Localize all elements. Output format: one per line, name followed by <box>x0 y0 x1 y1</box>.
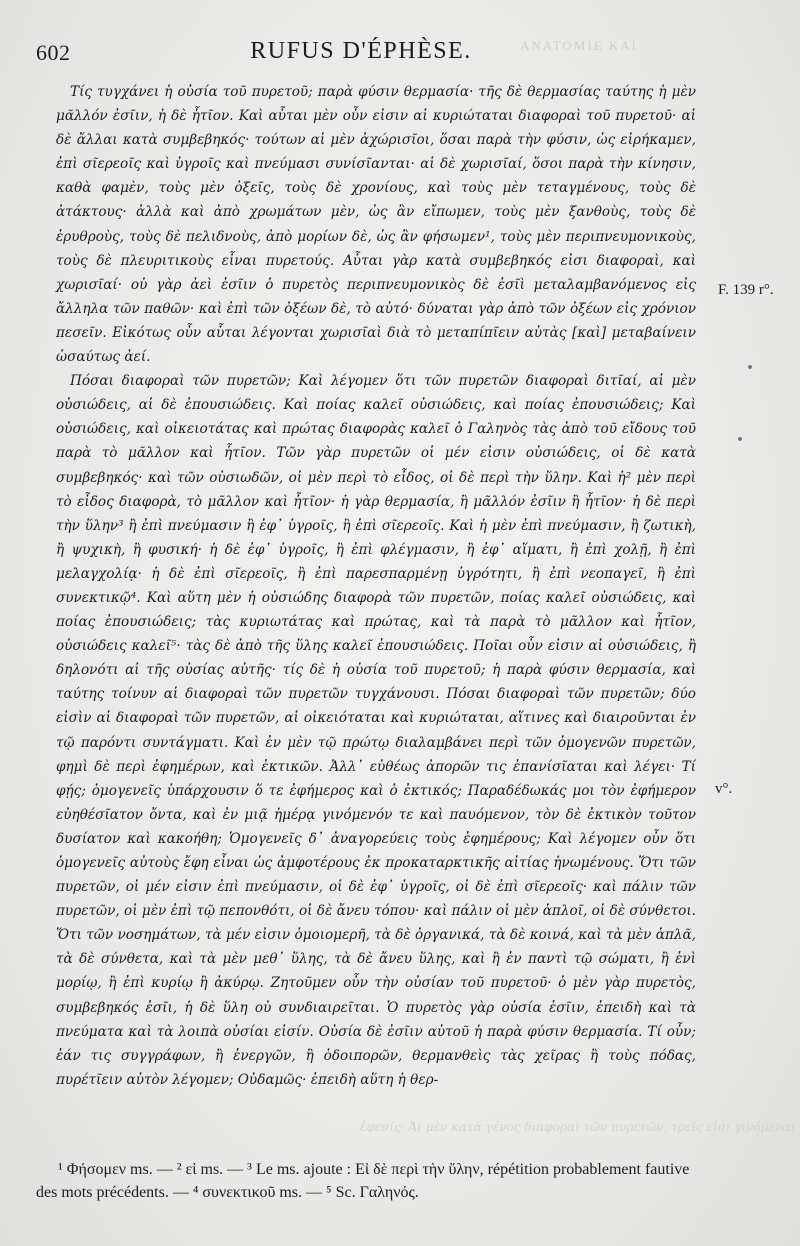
running-title: RUFUS D'ÉPHÈSE. <box>250 38 472 64</box>
show-through-text-top: ANATOMIE KAI <box>520 38 639 53</box>
paragraph: Πόσαι διαφοραὶ τῶν πυρετῶν; Καὶ λέγομεν ὅτι τῶν πυρετῶν διαφοραὶ διτῖαί, αἱ μὲν οὐσιώδεις, αἱ δὲ ἐπουσιώδεις. Καὶ ποίας καλεῖ οὐσιώδεις, καὶ ποίας ἐπουσιώδεις; Καὶ οὐσιώδεις, καὶ οἰκειοτάτας καὶ πρώτας διαφορὰς καλεῖ ὁ Γαληνὸς τὰς ἀπὸ τοῦ εἴδους τοῦ παρὰ τὸ μᾶλλον καὶ ἧτῖον. Τῶν γὰρ πυρετῶν οἱ μέν εἰσιν οὐσιώδεις, οἱ δὲ κατὰ συμβεβηκός· καὶ τῶν οὐσιωδῶν, οἱ μὲν περὶ τὸ εἶδος, οἱ δὲ περὶ τὴν ὕλην. Καὶ ἡ² μὲν περὶ τὸ εἶδος διαφορὰ, τὸ μᾶλλον καὶ ἧτῖον· ἡ γὰρ θερμασία, ἢ μᾶλλόν ἐσῖιν ἢ ἧτῖον· ἡ δὲ περὶ τὴν ὕλην³ ἢ ἐπὶ πνεύμασιν ἢ ἐφ᾽ ὑγροῖς, ἢ ἐπὶ σῖερεοῖς. Καὶ ἡ μὲν ἐπὶ πνεύμασιν, ἢ ζωτικὴ, ἢ ψυχικὴ, ἢ φυσική· ἡ δὲ ἐφ᾽ ὑγροῖς, ἢ ἐπὶ φλέγμασιν, ἢ ἐφ᾽ αἵματι, ἢ ἐπὶ χολῇ, ἢ ἐπὶ μελαγχολίᾳ· ἡ δὲ ἐπὶ σῖερεοῖς, ἢ ἐπὶ παρεσπαρμένῃ ὑγρότητι, ἢ ἐπὶ νεοπαγεῖ, ἢ ἐπὶ συνεκτικῷ⁴. Καὶ αὕτη μὲν ἡ οὐσιώδης διαφορὰ τῶν πυρετῶν, ποίας καλεῖ οὐσιώδεις, καὶ ποίας ἐπουσιώδεις; τὰς κυριωτάτας καὶ πρώτας, καὶ τὰ παρὰ τὸ μᾶλλον καὶ ἧτῖον, οὐσιώδεις καλεῖ⁵· τὰς δὲ ἀπὸ τῆς ὕλης καλεῖ ἐπουσιώδεις. Ποῖαι οὖν εἰσιν αἱ οὐσιώδεις, ἢ δηλονότι αἱ τῆς οὐσίας αὐτῆς· τίς δὲ ἡ οὐσία τοῦ πυρετοῦ; ἡ παρὰ φύσιν θερμασία, καὶ ταύτης τοίνυν αἱ διαφοραὶ τῶν πυρετῶν τυγχάνουσι. Πόσαι διαφοραὶ τῶν πυρετῶν; δύο εἰσὶν αἱ διαφοραὶ τῶν πυρετῶν, αἱ οἰκειόταται καὶ κυριώταται, αἵτινες καὶ διαιροῦνται ἐν τῷ παρόντι συντάγματι. Καὶ ἐν μὲν τῷ πρώτῳ διαλαμβάνει περὶ τῶν ὁμογενῶν πυρετῶν, φημὶ δὲ περὶ ἐφημέρων, καὶ ἐκτικῶν. Ἀλλ᾽ εὐθέως ἀπορῶν τις ἐπανίσῖαται καὶ λέγει· Τί φῄς; ὁμογενεῖς ὑπάρχουσιν ὅ τε ἐφήμερος καὶ ὁ ἐκτικός; Παραδέδωκάς μοι τὸν ἐφήμερον εὐηθέσῖατον ὄντα, καὶ ἐν μιᾷ ἡμέρᾳ γινόμενόν τε καὶ παυόμενον, τὸν δὲ ἐκτικὸν τοῦτον δυσίατον καὶ κακοήθη; Ὁμογενεῖς δ᾽ ἀναγορεύεις τοὺς ἐφημέρους; Καὶ λέγομεν οὖν ὅτι ὁμογενεῖς αὐτοὺς ἔφη εἶναι ὡς ἀμφοτέρους ἐκ προκαταρκτικῆς αἰτίας ἡνωμένους. Ὅτι τῶν πυρετῶν, οἱ μέν εἰσιν ἐπὶ πνεύμασιν, οἱ δὲ ἐφ᾽ ὑγροῖς, οἱ δὲ ἐπὶ σῖερεοῖς· καὶ πάλιν τῶν πυρετῶν, οἱ μὲν ἐπὶ τῷ πεπονθότι, οἱ δὲ ἄνευ τόπου· καὶ πάλιν οἱ μὲν ἁπλοῖ, οἱ δὲ σύνθετοι. Ὅτι τῶν νοσημάτων, τὰ μέν εἰσιν ὁμοιομερῆ, τὰ δὲ ὀργανικά, τὰ δὲ κοινά, καὶ τὰ μὲν ἁπλᾶ, τὰ δὲ σύνθετα, καὶ τὰ μὲν μεθ᾽ ὕλης, τὰ δὲ ἄνευ ὕλης, καὶ ἢ ἐν παντὶ τῷ σώματι, ἢ ἑνὶ μορίῳ, ἢ ἐπὶ κυρίῳ ἢ ἀκύρῳ. Ζητοῦμεν οὖν τὴν οὐσίαν τοῦ πυρετοῦ· ὁ μὲν γὰρ πυρετὸς, συμβεβηκός ἐσῖι, ἡ δὲ ὕλη οὐ συνδιαιρεῖται. Ὁ πυρετὸς γὰρ οὐσία ἐσῖιν, ἐπειδὴ καὶ τὰ πνεύματα καὶ τὰ λοιπὰ οὐσίαι εἰσίν. Οὐσία δὲ ἐσῖιν αὐτοῦ ἡ παρὰ φύσιν θερμασία. Τί οὖν; ἐάν τις συγγράφων, ἢ ἐνεργῶν, ἢ ὁδοιπορῶν, θερμανθεὶς τὰς χεῖρας ἢ τοὺς πόδας, πυρέτῖειν αὐτὸν λέγομεν; Οὐδαμῶς· ἐπειδὴ αὕτη ἡ θερ- <box>56 373 696 1088</box>
page-header <box>36 34 686 74</box>
main-text <box>56 80 696 1092</box>
paragraph: Τίς τυγχάνει ἡ οὐσία τοῦ πυρετοῦ; παρὰ φύσιν θερμασία· τῆς δὲ θερμασίας ταύτης ἡ μὲν μᾶλλόν ἐσῖιν, ἡ δὲ ἧτῖον. Καὶ αὗται μὲν οὖν εἰσιν αἱ κυριώταται διαφοραὶ τοῦ πυρετοῦ· αἱ δὲ ἄλλαι κατὰ συμβεβηκός· τούτων αἱ μὲν ἀχώρισῖοι, ὅσαι παρὰ τὴν φύσιν, ὡς εἰρήκαμεν, ἐπὶ σῖερεοῖς καὶ ὑγροῖς καὶ πνεύμασι συνίσῖανται· αἱ δὲ χωρισῖαί, ὅσοι παρὰ τὴν κίνησιν, καθὰ φαμὲν, τοὺς μὲν ὀξεῖς, τοὺς δὲ χρονίους, καὶ τοὺς μὲν τεταγμένους, τοὺς δὲ ἀτάκτους· ἀλλὰ καὶ ἀπὸ χρωμάτων μὲν, ὡς ἂν εἴπωμεν, τοὺς μὲν ξανθοὺς, τοὺς δὲ ἐρυθροὺς, τοὺς δὲ πελιδνοὺς, ἀπὸ μορίων δὲ, ὡς ἂν φήσωμεν¹, τοὺς μὲν περιπνευμονικοὺς, τοὺς δὲ πλευριτικοὺς εἶναι πυρετούς. Αὗται γὰρ κατὰ συμβεβηκός εἰσι διαφοραὶ, καὶ χωρισῖαί· οὐ γὰρ ἀεὶ ἐσῖιν ὁ πυρετὸς περιπνευμονικὸς δὲ ἐσῖὶ μεταλαμβανόμενος εἰς ἄλληλα τῶν παθῶν· καὶ ἐπὶ τῶν ὀξέων δὲ, τὸ αὐτό· δύναται γὰρ ἀπὸ τῶν ὀξέων εἰς χρόνιον πεσεῖν. Εἰκότως οὖν αὗται λέγονται χωρισῖαὶ διὰ τὸ μεταπίπῖειν αὐτὰς [καὶ] μεταβαίνειν ὡσαύτως ἀεί. <box>56 84 696 366</box>
margin-mark <box>748 365 752 369</box>
margin-mark <box>738 437 742 441</box>
show-through-text-bottom: ἐφεσίς· Ἀι μὲν κατὰ γένος διαφοραὶ τῶν πυρετῶν, τρεῖς εἰσι γινόμεναι <box>360 1120 796 1134</box>
margin-folio-reference-verso: v°. <box>715 781 733 797</box>
page-number: 602 <box>36 40 71 65</box>
margin-folio-reference: F. 139 r°. <box>718 282 774 298</box>
footnote-text: ¹ Φήσομεν ms. — ² εἰ ms. — ³ Le ms. ajoute : Εἰ δὲ περὶ τὴν ὕλην, répétition probablement fautive des mots précédents. — ⁴ συνεκτικοῦ ms. — ⁵ Sc. Γαληνός. <box>36 1161 690 1201</box>
footnotes <box>36 1158 696 1204</box>
